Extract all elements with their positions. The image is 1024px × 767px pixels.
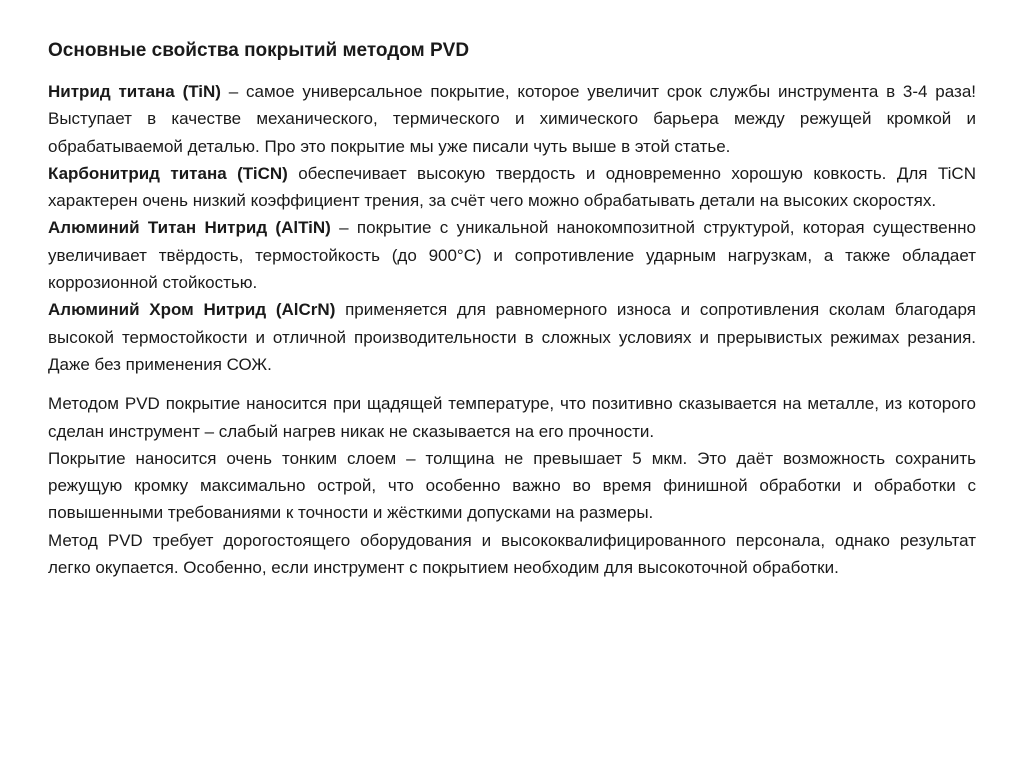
- section-spacer: [48, 378, 976, 390]
- coating-altin: [48, 214, 976, 296]
- coating-alcrn: [48, 296, 976, 378]
- coating-description: обеспечивает высокую твердость и одновременно хорошую ковкость. Для TiCN характерен очень низкий коэффициент трения, за счёт чего можно обрабатывать детали на высоких скоростях.: [48, 163, 976, 211]
- coatings-section: [48, 78, 976, 378]
- document-page: [48, 38, 976, 581]
- coating-name: Алюминий Хром Нитрид (AlCrN): [48, 300, 336, 320]
- coating-name: Карбонитрид титана (TiCN): [48, 163, 288, 183]
- coating-description: – самое универсальное покрытие, которое увеличит срок службы инструмента в 3-4 раза! Выступает в качестве механического, термического и химического барьера между режущей кромкой и обрабатываемой деталью. Про это покрытие мы уже писали чуть выше в этой статье.: [48, 82, 976, 156]
- coating-tin: [48, 78, 976, 160]
- coating-name: Алюминий Титан Нитрид (AlTiN): [48, 218, 331, 238]
- coating-description: применяется для равномерного износа и сопротивления сколам благодаря высокой термостойкости и отличной производительности в сложных условиях и прерывистых режимах резания. Даже без применения СОЖ.: [48, 300, 976, 374]
- paragraph-temperature: Методом PVD покрытие наносится при щадящей температуре, что позитивно сказывается на металле, из которого сделан инструмент – слабый нагрев никак не сказывается на его прочности.: [48, 394, 976, 441]
- coating-ticn: [48, 160, 976, 215]
- coating-description: – покрытие с уникальной нанокомпозитной структурой, которая существенно увеличивает твёрдость, термостойкость (до 900°C) и сопротивление ударным нагрузкам, а также обладает коррозионной стойкостью.: [48, 218, 976, 293]
- coating-name: Нитрид титана (TiN): [48, 82, 221, 101]
- pvd-method-section: [48, 390, 976, 581]
- paragraph-thickness: Покрытие наносится очень тонким слоем – толщина не превышает 5 мкм. Это даёт возможность сохранить режущую кромку максимально острой, что особенно важно во время финишной обработки и обработки с повышенными требованиями к точности и жёсткими допусками на размеры.: [48, 448, 976, 523]
- paragraph-cost: Метод PVD требует дорогостоящего оборудования и высококвалифицированного персонала, однако результат легко окупается. Особенно, если инструмент с покрытием необходим для высокоточной обработки.: [48, 530, 976, 578]
- page-title: Основные свойства покрытий методом PVD: [48, 40, 470, 61]
